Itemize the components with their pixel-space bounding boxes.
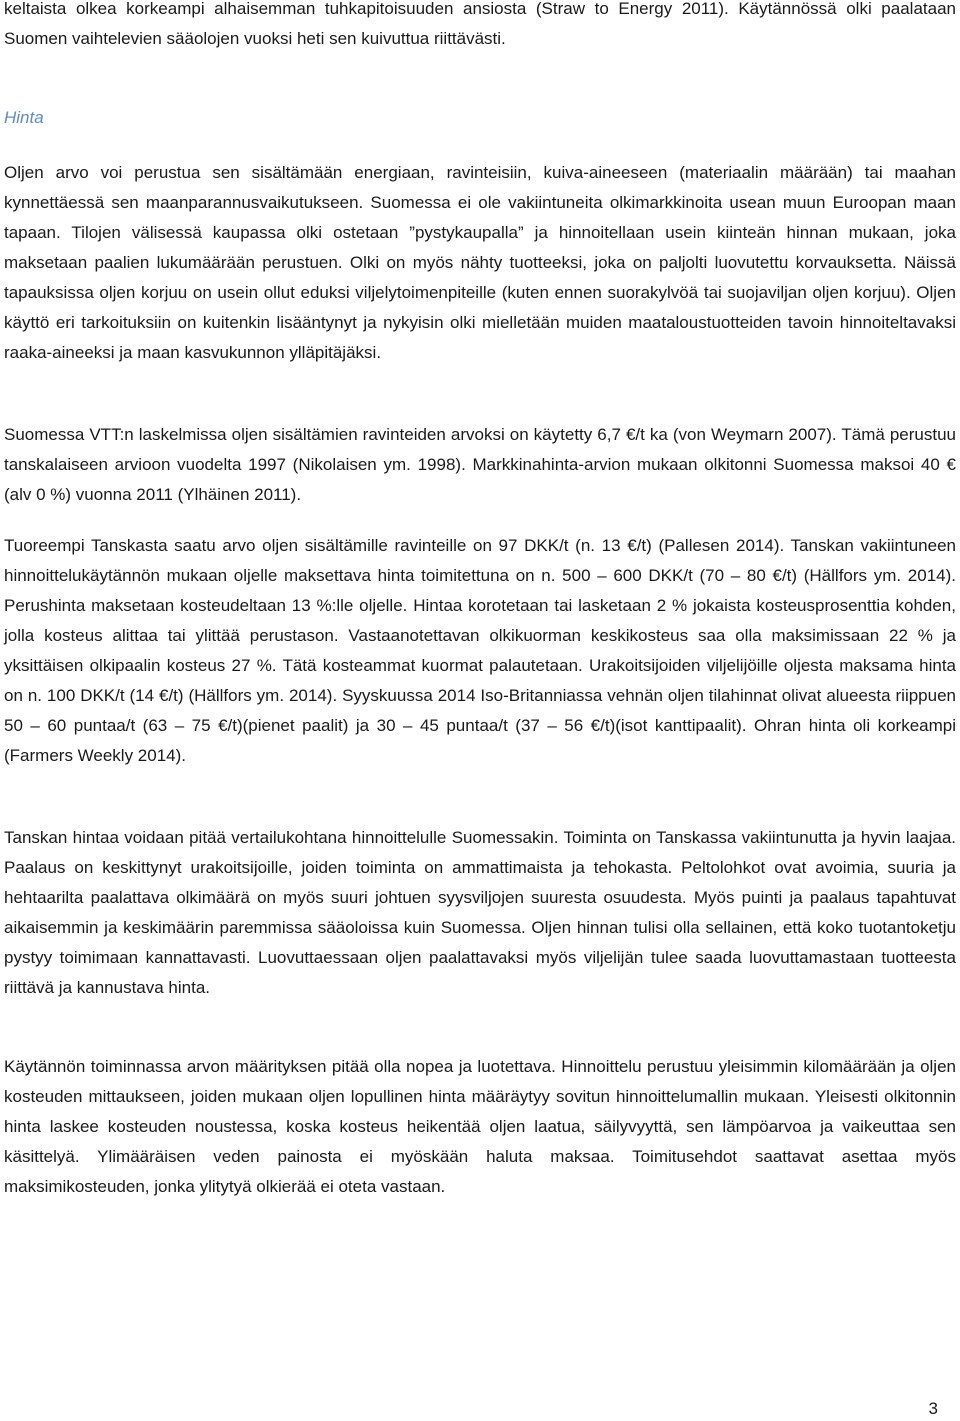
- page-number: 3: [928, 1399, 938, 1418]
- paragraph-practical-valuation: Käytännön toiminnassa arvon määrityksen pitää olla nopea ja luotettava. Hinnoittelu perustuu yleisimmin kilomäärään ja oljen kosteuden mittaukseen, joiden mukaan oljen lopullinen hinta määräytyy sovitun hinnoittelumallin mukaan. Yleisesti olkitonnin hinta laskee kosteuden noustessa, koska kosteus heikentää oljen laatua, säilyvyyttä, sen lämpöarvoa ja vaikeuttaa sen käsittelyä. Ylimääräisen veden painosta ei myöskään haluta maksaa. Toimitusehdot saattavat asettaa myös maksimikosteuden, jonka ylitytyä olkierää ei oteta vastaan.: [4, 1057, 956, 1196]
- paragraph-intro-continued: keltaista olkea korkeampi alhaisemman tuhkapitoisuuden ansiosta (Straw to Energy 2011). Käytännössä olki paalataan Suomen vaihtelevien sääolojen vuoksi heti sen kuivuttua riittävästi.: [4, 0, 956, 48]
- paragraph-danish-pricing: Tuoreempi Tanskasta saatu arvo oljen sisältämille ravinteille on 97 DKK/t (n. 13 €/t) (Pallesen 2014). Tanskan vakiintuneen hinnoittelukäytännön mukaan oljelle maksettava hinta toimitettuna on n. 500 – 600 DKK/t (70 – 80 €/t) (Hällfors ym. 2014). Perushinta maksetaan kosteudeltaan 13 %:lle oljelle. Hintaa korotetaan tai lasketaan 2 % jokaista kosteusprosenttia kohden, jolla kosteus alittaa tai ylittää perustason. Vastaanotettavan olkikuorman keskikosteus saa olla maksimissaan 22 % ja yksittäisen olkipaalin kosteus 27 %. Tätä kosteammat kuormat palautetaan. Urakoitsijoiden viljelijöille oljesta maksama hinta on n. 100 DKK/t (14 €/t) (Hällfors ym. 2014). Syyskuussa 2014 Iso-Britanniassa vehnän oljen tilahinnat olivat alueesta riippuen 50 – 60 puntaa/t (63 – 75 €/t)(pienet paalit) ja 30 – 45 puntaa/t (37 – 56 €/t)(isot kanttipaalit). Ohran hinta oli korkeampi (Farmers Weekly 2014).: [4, 536, 956, 765]
- paragraph-price-basis: Oljen arvo voi perustua sen sisältämään energiaan, ravinteisiin, kuiva-aineeseen (materiaalin määrään) tai maahan kynnettäessä sen maanparannusvaikutukseen. Suomessa ei ole vakiintuneita olkimarkkinoita usean muun Euroopan maan tapaan. Tilojen välisessä kaupassa olki ostetaan ”pystykaupalla” ja hinnoitellaan usein kiinteän hinnan mukaan, joka maksetaan paalien lukumäärään perustuen. Olki on myös nähty tuotteeksi, joka on paljolti luovutettu korvauksetta. Näissä tapauksissa oljen korjuu on usein ollut eduksi viljelytoimenpiteille (kuten ennen suorakylvöä tai suojaviljan oljen korjuu). Oljen käyttö eri tarkoituksiin on kuitenkin lisääntynyt ja nykyisin olki mielletään muiden maataloustuotteiden tavoin hinnoiteltavaksi raaka-aineeksi ja maan kasvukunnon ylläpitäjäksi.: [4, 163, 956, 362]
- section-heading-hinta: Hinta: [4, 108, 44, 127]
- paragraph-vtt-calculations: Suomessa VTT:n laskelmissa oljen sisältämien ravinteiden arvoksi on käytetty 6,7 €/t ka (von Weymarn 2007). Tämä perustuu tanskalaiseen arvioon vuodelta 1997 (Nikolaisen ym. 1998). Markkinahinta-arvion mukaan olkitonni Suomessa maksoi 40 € (alv 0 %) vuonna 2011 (Ylhäinen 2011).: [4, 425, 956, 504]
- paragraph-danish-comparison: Tanskan hintaa voidaan pitää vertailukohtana hinnoittelulle Suomessakin. Toiminta on Tanskassa vakiintunutta ja hyvin laajaa. Paalaus on keskittynyt urakoitsijoille, joiden toiminta on ammattimaista ja tehokasta. Peltolohkot ovat avoimia, suuria ja hehtaarilta paalattava olkimäärä on myös suuri johtuen syysviljojen suuresta osuudesta. Myös puinti ja paalaus tapahtuvat aikaisemmin ja keskimäärin paremmissa sääoloissa kuin Suomessa. Oljen hinnan tulisi olla sellainen, että koko tuotantoketju pystyy toimimaan kannattavasti. Luovuttaessaan oljen paalattavaksi myös viljelijän tulee saada luovuttamastaan tuotteesta riittävä ja kannustava hinta.: [4, 828, 956, 997]
